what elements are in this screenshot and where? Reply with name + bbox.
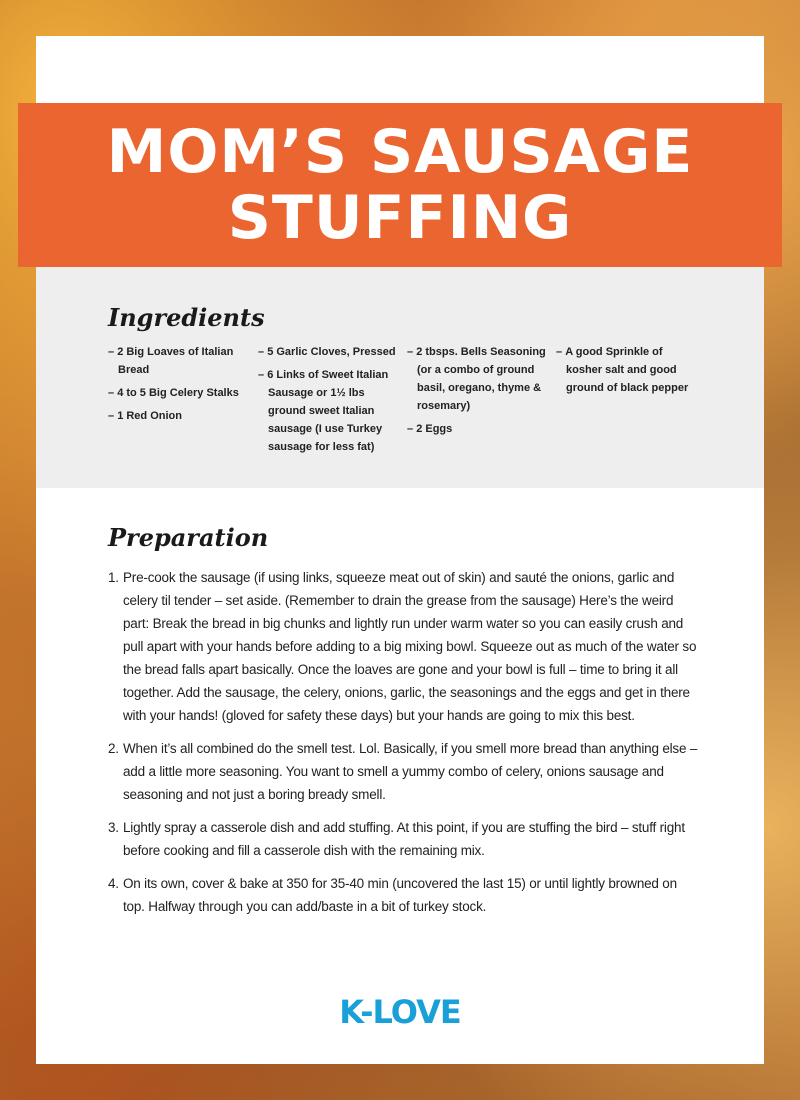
- step-number: 4.: [108, 876, 119, 891]
- ingredients-column-3: [407, 343, 547, 443]
- title-banner: [18, 103, 782, 267]
- step-text: On its own, cover & bake at 350 for 35-40 min (uncovered the last 15) or until lightly browned on top. Halfway through you can add/baste in a bit of turkey stock.: [123, 876, 677, 914]
- k-love-logo: K-LOVE: [339, 993, 461, 1031]
- ingredient-item: – A good Sprinkle of kosher salt and good ground of black pepper: [556, 343, 696, 397]
- step-text: Lightly spray a casserole dish and add stuffing. At this point, if you are stuffing the bird – stuff right before cooking and fill a casserole dish with the remaining mix.: [123, 820, 685, 858]
- preparation-steps: [108, 566, 698, 928]
- step-item: [108, 566, 698, 727]
- ingredients-column-4: [556, 343, 696, 402]
- ingredient-item: – 1 Red Onion: [108, 407, 248, 425]
- ingredient-item: – 2 Big Loaves of Italian Bread: [108, 343, 248, 379]
- ingredient-item: – 6 Links of Sweet Italian Sausage or 1½ lbs ground sweet Italian sausage (I use Turkey sausage for less fat): [258, 366, 398, 456]
- title-line-1: MOM’S SAUSAGE: [106, 117, 694, 187]
- preparation-heading: Preparation: [108, 523, 269, 552]
- ingredient-item: – 2 tbsps. Bells Seasoning (or a combo of ground basil, oregano, thyme & rosemary): [407, 343, 547, 415]
- step-item: [108, 872, 698, 918]
- ingredients-section: [36, 267, 764, 488]
- title-line-2: STUFFING: [227, 183, 573, 253]
- step-number: 3.: [108, 820, 119, 835]
- step-item: [108, 737, 698, 806]
- ingredient-item: – 5 Garlic Cloves, Pressed: [258, 343, 398, 361]
- step-item: [108, 816, 698, 862]
- preparation-section: [36, 488, 764, 1064]
- ingredient-item: – 2 Eggs: [407, 420, 547, 438]
- step-text: Pre-cook the sausage (if using links, squeeze meat out of skin) and sauté the onions, garlic and celery til tender – set aside. (Remember to drain the grease from the sausage) Here’s the weird part: Break the bread in big chunks and lightly run under warm water so you can easily crush and pull apart with your hands before adding to a big mixing bowl. Squeeze out as much of the water so the bread falls apart basically. Once the loaves are gone and your bowl is full – time to bring it all together. Add the sausage, the celery, onions, garlic, the seasonings and the eggs and get in there with your hands! (gloved for safety these days) but your hands are going to mix this best.: [123, 570, 697, 723]
- ingredients-column-1: [108, 343, 248, 430]
- ingredients-heading: Ingredients: [108, 303, 265, 332]
- step-text: When it’s all combined do the smell test. Lol. Basically, if you smell more bread than anything else – add a little more seasoning. You want to smell a yummy combo of celery, onions sausage and seasoning and not just a boring bready smell.: [123, 741, 698, 802]
- step-number: 1.: [108, 570, 119, 585]
- ingredient-item: – 4 to 5 Big Celery Stalks: [108, 384, 248, 402]
- step-number: 2.: [108, 741, 119, 756]
- ingredients-column-2: [258, 343, 398, 461]
